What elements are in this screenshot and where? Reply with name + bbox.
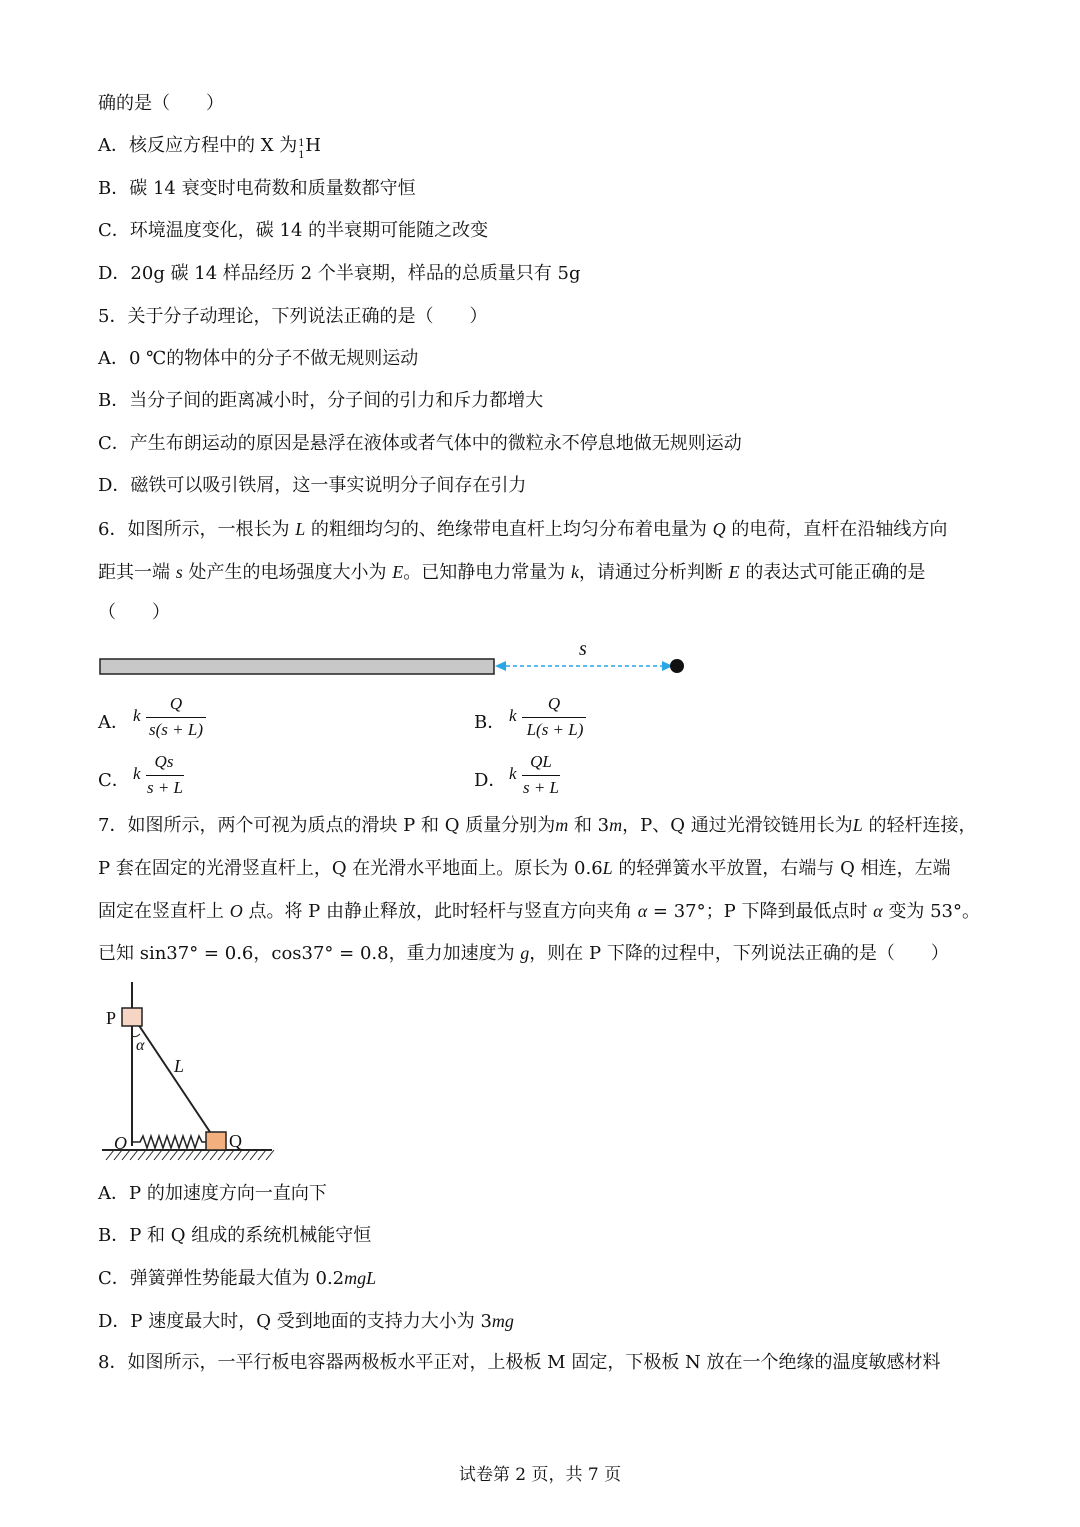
var-k: k: [509, 706, 517, 725]
q7-text: 已知 sin37° = 0.6，cos37° = 0.8，重力加速度为: [98, 943, 521, 964]
var-s: s: [175, 562, 183, 582]
charged-rod: [100, 659, 494, 674]
page-footer: 试卷第 2 页，共 7 页: [458, 1465, 622, 1485]
q4-stem-tail: 确的是（ ）: [98, 93, 224, 114]
fraction-denominator: L(s + L): [526, 720, 584, 739]
q6-option-d: [474, 752, 614, 804]
fraction-bar: [522, 775, 560, 776]
spring: [132, 1136, 206, 1148]
var-m: m: [609, 815, 623, 835]
label-p: P: [106, 1008, 117, 1028]
slider-p: [122, 1008, 142, 1026]
q5-option-d: D．磁铁可以吸引铁屑，这一事实说明分子间存在引力: [98, 475, 527, 496]
q7-slider-figure: [98, 978, 278, 1168]
q6-text: 6．如图所示，一根长为: [98, 519, 296, 540]
var-L: L: [295, 519, 306, 539]
q4-option-d: D．20g 碳 14 样品经历 2 个半衰期，样品的总质量只有 5g: [98, 263, 581, 284]
q5-option-b: B．当分子间的距离减小时，分子间的引力和斥力都增大: [98, 390, 544, 411]
distance-label: s: [579, 640, 587, 660]
option-label: D．: [474, 770, 507, 791]
q6-option-c: [98, 752, 238, 804]
fraction-denominator: s + L: [522, 778, 560, 797]
label-alpha: α: [136, 1037, 145, 1054]
fraction-denominator: s(s + L): [149, 720, 203, 739]
q7-text: 变为 53°。: [882, 901, 980, 922]
q6-stem-line2: [98, 560, 925, 585]
q7-option-d: [98, 1309, 514, 1334]
q6-text: 的表达式可能正确的是: [739, 562, 926, 583]
label-l: L: [174, 1056, 185, 1076]
fraction-bar: [146, 717, 206, 718]
var-O: O: [229, 901, 243, 921]
q7-text: 和 3: [568, 815, 610, 836]
q7-text: 的轻杆连接，: [862, 815, 977, 836]
var-g: g: [520, 943, 530, 963]
q7-option-b: B．P 和 Q 组成的系统机械能守恒: [98, 1225, 372, 1246]
var-mg: mg: [491, 1311, 514, 1331]
var-L: L: [852, 815, 863, 835]
q7-option-a: A．P 的加速度方向一直向下: [98, 1183, 327, 1204]
q6-text: 。已知静电力常量为: [403, 562, 571, 583]
var-Q: Q: [712, 519, 726, 539]
q7-stem-line1: [98, 813, 976, 838]
q5-option-a: A．0 ℃的物体中的分子不做无规则运动: [98, 348, 419, 369]
q7-stem-line2: [98, 856, 951, 881]
var-mgL: mgL: [344, 1268, 377, 1288]
q7-text: ，P、Q 通过光滑铰链用长为: [622, 815, 853, 836]
arrow-head-left: [495, 661, 506, 671]
fraction-numerator: Q: [169, 694, 183, 713]
q6-rod-figure: [95, 640, 695, 685]
var-E: E: [392, 562, 404, 582]
isotope-symbol: H: [305, 135, 321, 156]
q6-text: 距其一端: [98, 562, 176, 583]
q7-text: P 套在固定的光滑竖直杆上，Q 在光滑水平地面上。原长为 0.6: [98, 858, 603, 879]
var-alpha: α: [873, 901, 883, 921]
q6-option-b: [474, 694, 614, 746]
q7-stem-line3: [98, 899, 980, 924]
fraction-numerator: QL: [530, 752, 552, 771]
q6-text: 的粗细均匀的、绝缘带电直杆上均匀分布着电量为: [305, 519, 713, 540]
q7-text: 点。将 P 由静止释放，此时轻杆与竖直方向夹角: [242, 901, 638, 922]
q4-option-b: B．碳 14 衰变时电荷数和质量数都守恒: [98, 178, 416, 199]
label-q: Q: [229, 1131, 242, 1151]
var-E: E: [728, 562, 740, 582]
var-m: m: [555, 815, 569, 835]
q7-text: = 37°；P 下降到最低点时: [647, 901, 874, 922]
q7-text: 固定在竖直杆上: [98, 901, 230, 922]
q7-option-c: [98, 1266, 376, 1291]
q5-stem: 5．关于分子动理论，下列说法正确的是（ ）: [98, 306, 488, 327]
isotope-mass: 1: [298, 138, 305, 149]
q6-text: 处产生的电场强度大小为: [182, 562, 393, 583]
q4-option-c: C．环境温度变化，碳 14 的半衰期可能随之改变: [98, 220, 489, 241]
fraction-bar: [146, 775, 184, 776]
q7-text: D．P 速度最大时，Q 受到地面的支持力大小为 3: [98, 1311, 492, 1332]
fraction-bar: [522, 717, 586, 718]
q4-option-a-text: A．核反应方程中的 X 为: [98, 135, 298, 156]
q7-stem-line4: [98, 941, 949, 966]
q6-text: ，请通过分析判断: [578, 562, 729, 583]
light-rod: [134, 1018, 214, 1138]
isotope-charge: 1: [298, 150, 305, 161]
fraction-numerator: Q: [547, 694, 561, 713]
q7-text: 的轻弹簧水平放置，右端与 Q 相连，左端: [612, 858, 951, 879]
ground-hatch: [106, 1150, 274, 1160]
q6-stem-line3: （ ）: [98, 602, 170, 623]
fraction-numerator: Qs: [154, 752, 174, 771]
q7-text: 7．如图所示，两个可视为质点的滑块 P 和 Q 质量分别为: [98, 815, 556, 836]
var-alpha: α: [637, 901, 648, 921]
isotope-notation: [297, 136, 305, 161]
q7-text: C．弹簧弹性势能最大值为 0.2: [98, 1268, 345, 1289]
var-k: k: [133, 706, 141, 725]
field-point: [670, 659, 684, 673]
var-L: L: [602, 858, 613, 878]
var-k: k: [570, 562, 579, 582]
var-k: k: [509, 764, 517, 783]
q6-stem-line1: [98, 517, 947, 542]
option-label: B．: [474, 712, 506, 733]
option-label: C．: [98, 770, 130, 791]
var-k: k: [133, 764, 141, 783]
q8-stem-line1: 8．如图所示，一平行板电容器两极板水平正对，上极板 M 固定，下极板 N 放在一个绝缘的温度敏感材料: [98, 1352, 941, 1373]
slider-q: [206, 1132, 226, 1150]
q4-option-a: [98, 134, 321, 161]
fraction-denominator: s + L: [146, 778, 184, 797]
q6-option-a: [98, 694, 238, 746]
q7-text: ，则在 P 下降的过程中，下列说法正确的是（ ）: [529, 943, 949, 964]
q5-option-c: C．产生布朗运动的原因是悬浮在液体或者气体中的微粒永不停息地做无规则运动: [98, 433, 742, 454]
label-o: O: [114, 1133, 127, 1153]
option-label: A．: [98, 712, 129, 733]
q6-text: 的电荷，直杆在沿轴线方向: [725, 519, 948, 540]
